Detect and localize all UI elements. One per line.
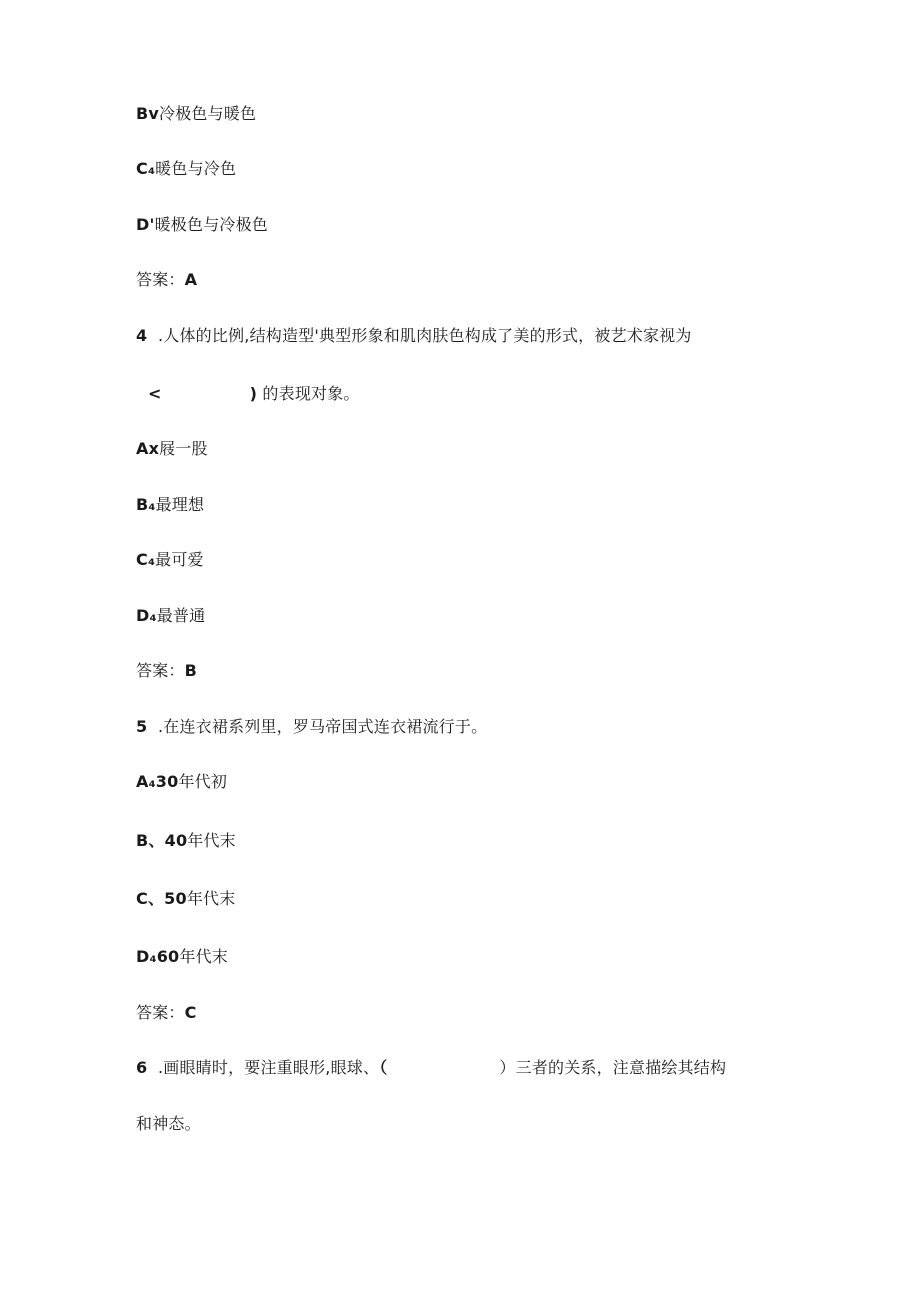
question-4	[136, 325, 692, 347]
question-5	[136, 716, 487, 738]
option-text: 暖色与冷色	[155, 159, 237, 178]
option-c-line	[136, 158, 236, 180]
option-prefix: Bv	[136, 104, 160, 123]
answer-value: B	[184, 661, 198, 680]
question-6	[136, 1057, 726, 1079]
option-text: 年代末	[186, 889, 236, 908]
option-text: 年代初	[178, 772, 228, 791]
question-4-continuation	[136, 383, 360, 405]
answer-label: 答案：	[136, 1003, 185, 1022]
answer-value: A	[184, 270, 198, 289]
question-text: 的表现对象。	[262, 384, 360, 403]
option-d-line	[136, 946, 228, 968]
option-text: 最理想	[155, 495, 205, 514]
option-d-line	[136, 605, 205, 627]
answer-label: 答案：	[136, 270, 185, 289]
question-number: 6	[136, 1058, 148, 1077]
option-c-line	[136, 549, 204, 571]
option-prefix: D₄	[136, 606, 157, 625]
option-b-line	[136, 103, 256, 125]
question-text: 和神态。	[136, 1114, 201, 1133]
option-text: 暖极色与冷极色	[154, 215, 268, 234]
option-text: 最可爱	[155, 550, 204, 569]
answer-line	[136, 660, 197, 682]
option-number: 40	[164, 831, 188, 850]
option-text: 最普通	[156, 606, 206, 625]
option-text: 屐一股	[159, 439, 208, 458]
option-a-line	[136, 771, 227, 793]
option-prefix: Ax	[136, 439, 160, 458]
question-text: 三者的关系，注意描绘其结构	[515, 1058, 727, 1077]
close-bracket: ）	[499, 1058, 516, 1077]
option-prefix: C₄	[136, 550, 156, 569]
option-c-line	[136, 888, 235, 910]
answer-line	[136, 269, 197, 291]
option-b-line	[136, 494, 204, 516]
answer-line	[136, 1002, 197, 1024]
question-6-continuation	[136, 1113, 201, 1135]
option-number: 30	[155, 772, 179, 791]
open-bracket: （	[379, 1058, 388, 1077]
option-prefix: D'	[136, 215, 155, 234]
answer-value: C	[184, 1003, 197, 1022]
option-prefix: B₄	[136, 495, 156, 514]
option-number: 50	[164, 889, 187, 908]
option-text: 年代末	[187, 831, 236, 850]
question-text: .画眼睛时，要注重眼形,眼球、	[158, 1058, 380, 1077]
option-number: 60	[156, 947, 180, 966]
option-text: 年代末	[179, 947, 228, 966]
question-text: .在连衣裙系列里，罗马帝国式连衣裙流行于。	[158, 717, 488, 736]
option-text: 冷极色与暖色	[159, 104, 257, 123]
option-prefix: D₄	[136, 947, 157, 966]
option-prefix: C₄	[136, 159, 156, 178]
question-text: .人体的比例,结构造型'典型形象和肌肉肤色构成了美的形式，被艺术家视为	[158, 326, 692, 345]
answer-label: 答案：	[136, 661, 185, 680]
option-prefix: A₄	[136, 772, 156, 791]
option-d-line	[136, 214, 268, 236]
option-b-line	[136, 830, 236, 852]
option-a-line	[136, 438, 208, 460]
option-prefix: C、	[136, 889, 165, 908]
close-bracket: )	[249, 384, 258, 403]
question-number: 4	[136, 326, 148, 345]
question-number: 5	[136, 717, 148, 736]
open-bracket: <	[148, 384, 162, 403]
option-prefix: B、	[136, 831, 165, 850]
